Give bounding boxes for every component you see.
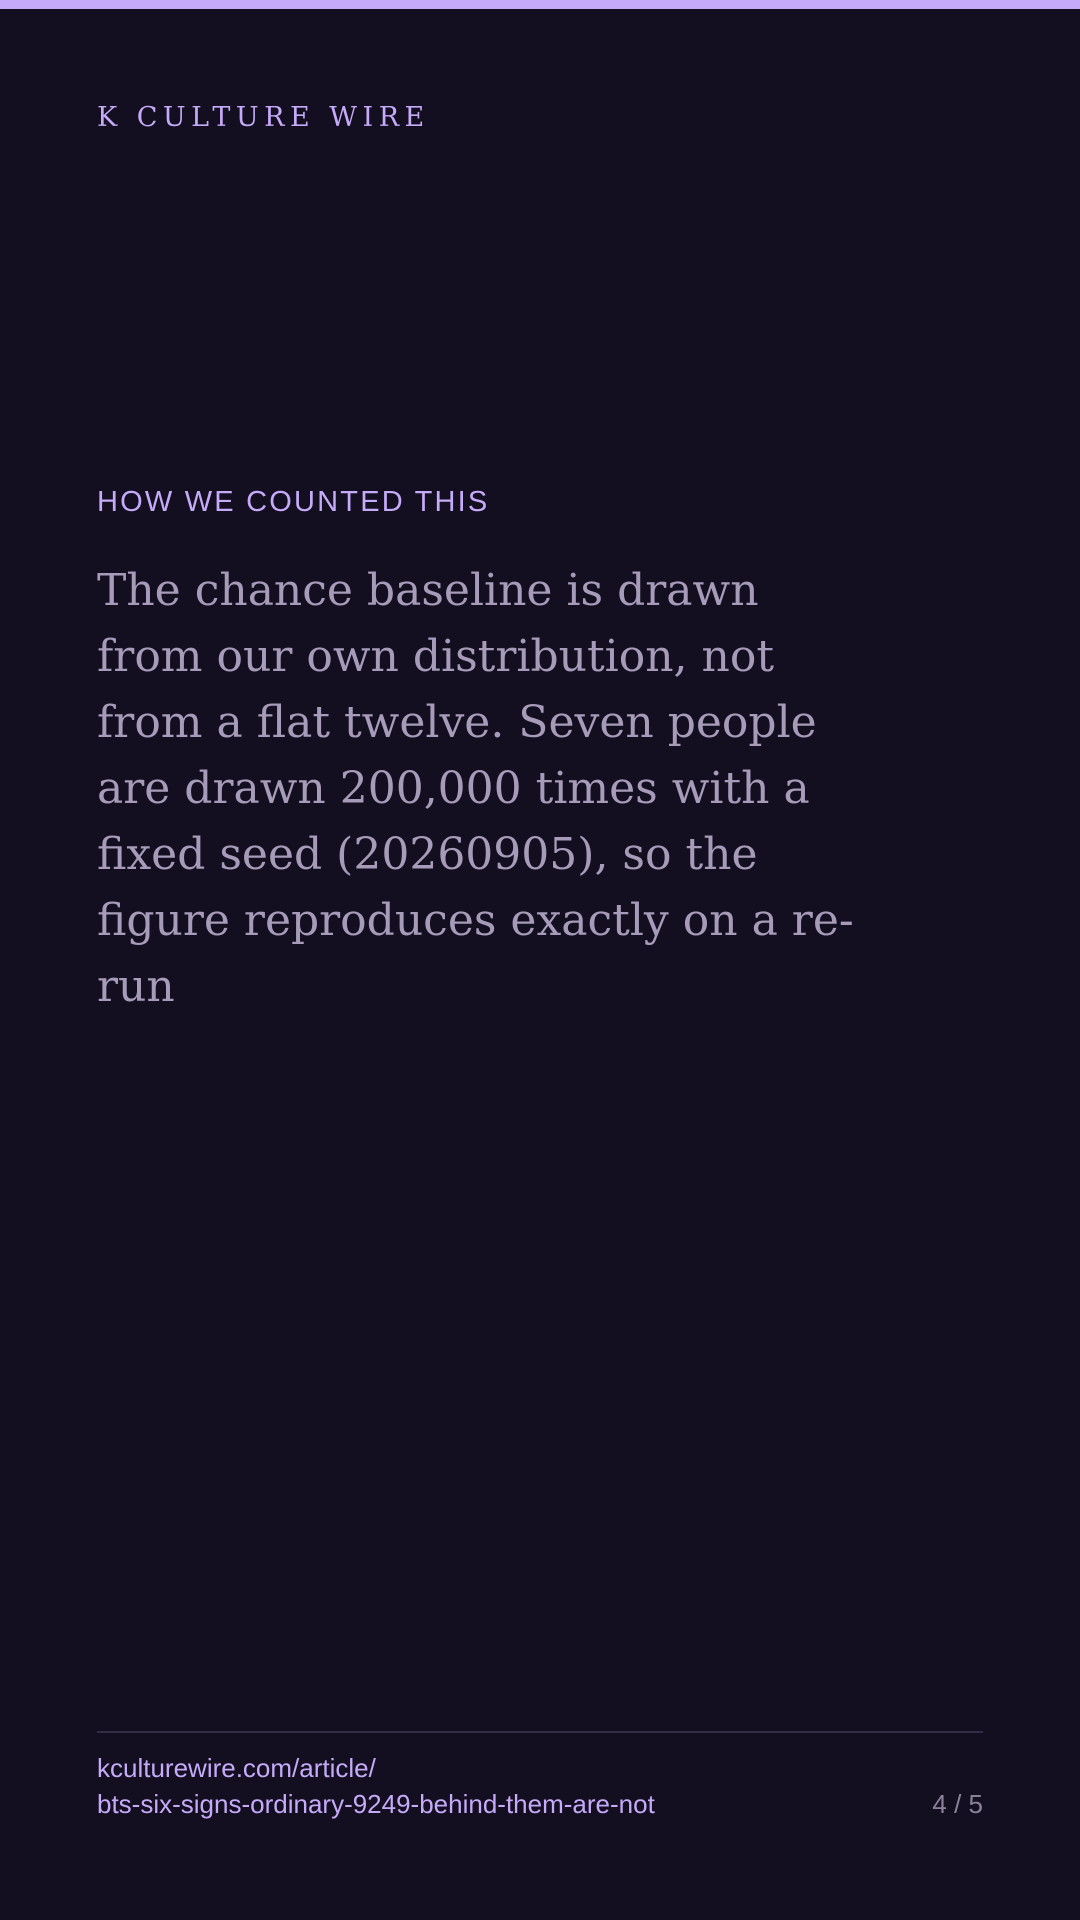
article-url-line-1: kculturewire.com/article/: [97, 1753, 376, 1783]
page-indicator: 4 / 5: [932, 1789, 983, 1819]
top-accent-bar: [0, 0, 1080, 9]
article-url[interactable]: [97, 1750, 655, 1822]
masthead-brand: K CULTURE WIRE: [97, 102, 430, 133]
body-paragraph: The chance baseline is drawn from our own distribution, not from a flat twelve. Seven people are drawn 200,000 times with a fixed seed (20260905), so the figure reproduces exactly on a re-run: [97, 565, 854, 1012]
section-kicker: HOW WE COUNTED THIS: [97, 486, 490, 518]
footer-divider: [97, 1731, 983, 1733]
article-url-line-2: bts-six-signs-ordinary-9249-behind-them-are-not: [97, 1789, 655, 1819]
